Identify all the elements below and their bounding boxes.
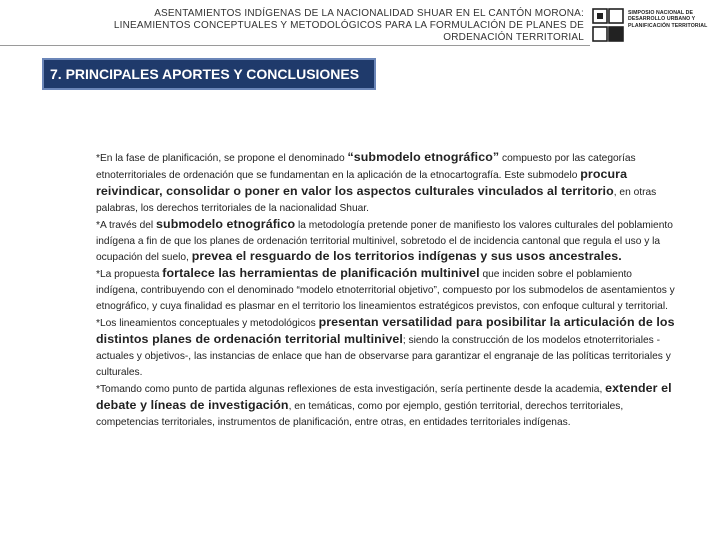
symposium-logo — [592, 8, 708, 42]
emphasis-text: extender el debate y líneas de investigación — [96, 380, 672, 412]
section-title: 7. PRINCIPALES APORTES Y CONCLUSIONES — [42, 58, 376, 90]
body-text: *La propuesta — [96, 269, 163, 281]
body-text: compuesto por las categorías etnoterritoriales de ordenación que se fundamentan en la aplicación de la etnocartografía. Este submodelo — [96, 153, 636, 181]
emphasis-text: prevea el resguardo de los territorios indígenas y sus usos ancestrales. — [191, 249, 622, 264]
body-text: *Tomando como punto de partida algunas reflexiones de esta investigación, sería pertinente desde la academia, — [96, 383, 606, 395]
symposium-logo-icon — [592, 8, 624, 42]
emphasis-text: submodelo etnográfico — [156, 216, 296, 231]
emphasis-text: “submodelo etnográfico” — [347, 150, 500, 164]
body-text: *A través del — [96, 219, 157, 231]
conclusion-paragraph — [96, 315, 676, 381]
slide-header — [64, 8, 584, 44]
header-line-1: ASENTAMIENTOS INDÍGENAS DE LA NACIONALIDAD SHUAR EN EL CANTÓN MORONA: — [154, 8, 584, 19]
emphasis-text: fortalece las herramientas de planificación multinivel — [162, 266, 480, 281]
header-divider — [0, 45, 590, 46]
body-text: *Los lineamientos conceptuales y metodológicos — [96, 318, 319, 330]
conclusion-paragraph — [96, 381, 676, 431]
body-text: , en temáticas, como por ejemplo, gestión territorial, derechos territoriales, competencias territoriales, instrumentos de planificación, entre otras, en entidades territoriales indígenas. — [96, 400, 624, 428]
conclusion-paragraph — [96, 217, 676, 267]
body-text: la metodología pretende poner de manifiesto los valores culturales del poblamiento indígena a fin de que los planes de ordenación territorial multinivel, sobretodo el de incidencia cantonal que regula el uso y la ocupación del suelo, — [96, 219, 673, 264]
emphasis-text: procura reivindicar, consolidar o poner en valor los aspectos culturales vinculados al territorio — [96, 166, 628, 198]
conclusion-paragraph — [96, 150, 676, 217]
body-text: *En la fase de planificación, se propone el denominado — [96, 153, 348, 164]
conclusions-body — [96, 150, 676, 430]
conclusion-paragraph — [96, 266, 676, 315]
body-text: ; siendo la construcción de los modelos etnoterritoriales -actuales y objetivos-, las instancias de enlace que han de observarse para garantizar el engranaje de las políticas territoriales y culturales. — [96, 334, 671, 378]
header-line-2: LINEAMIENTOS CONCEPTUALES Y METODOLÓGICOS PARA LA FORMULACIÓN DE PLANES DE — [113, 20, 584, 31]
symposium-logo-text: SIMPOSIO NACIONAL DE DESARROLLO URBANO Y PLANIFICACIÓN TERRITORIAL — [628, 10, 708, 29]
header-line-3: ORDENACIÓN TERRITORIAL — [443, 32, 584, 43]
emphasis-text: presentan versatilidad para posibilitar la articulación de los distintos planes de ordenación territorial multinivel — [96, 315, 675, 346]
body-text: que inciden sobre el poblamiento indígena, contribuyendo con el denominado “modelo etnoterritorial objetivo”, compuesto por los submodelos de asentamientos y etnográfico, y cuya finalidad es plasmar en el territorio los lineamientos estratégicos previstos, con enfoque cultural y territorial. — [96, 269, 675, 313]
body-text: , en otras palabras, los derechos territoriales de la nacionalidad Shuar. — [96, 186, 657, 214]
